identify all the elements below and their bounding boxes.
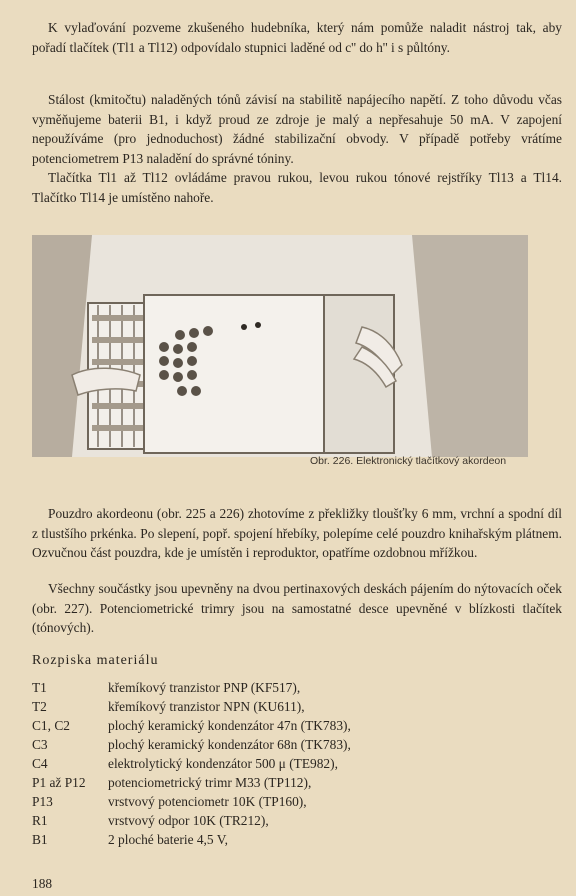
material-item <box>32 830 552 849</box>
material-item <box>32 792 552 811</box>
material-desc: potenciometrický trimr M33 (TP112), <box>108 775 312 790</box>
material-desc: 2 ploché baterie 4,5 V, <box>108 832 228 847</box>
materials-title: Rozpiska materiálu <box>32 653 159 668</box>
material-desc: vrstvový odpor 10K (TR212), <box>108 813 269 828</box>
material-code: B1 <box>32 832 48 847</box>
paragraph-text: Stálost (kmitočtu) naladěných tónů závisí na stabilitě napájecího napětí. Z toho důvodu včas vyměňujeme baterii B1, i když proud ze zdroje je malý a nepřesahuje 50 mA. V zapojení nepoužíváme (pro jednoduchost) žádné stabilizační obvody. V případě potřeby vrátíme potenciometrem P13 naladění do správné tóniny. <box>32 92 562 166</box>
material-item <box>32 678 552 697</box>
paragraph-stability <box>32 90 562 168</box>
paragraph-components <box>32 579 562 638</box>
paragraph-buttons <box>32 168 562 207</box>
material-item <box>32 811 552 830</box>
material-code: R1 <box>32 813 48 828</box>
paragraph-housing <box>32 504 562 563</box>
figure-caption: Obr. 226. Elektronický tlačítkový akordeon <box>310 455 507 467</box>
material-desc: křemíkový tranzistor PNP (KF517), <box>108 680 301 695</box>
material-code: T1 <box>32 680 47 695</box>
material-item <box>32 716 552 735</box>
material-item <box>32 697 552 716</box>
material-code: P13 <box>32 794 53 809</box>
paragraph-text: Tlačítka Tl1 až Tl12 ovládáme pravou rukou, levou rukou tónové rejstříky Tl13 a Tl14. Tlačítko Tl14 je umístěno nahoře. <box>32 170 562 205</box>
paragraph-tuning <box>32 18 562 57</box>
material-desc: plochý keramický kondenzátor 47n (TK783), <box>108 718 351 733</box>
material-code: C1, C2 <box>32 718 70 733</box>
material-item <box>32 735 552 754</box>
paragraph-text: K vylaďování pozveme zkušeného hudebníka, který nám pomůže naladit nástroj tak, aby pořadí tlačítek (Tl1 a Tl12) odpovídalo stupnici laděné od c'' do h'' i s půltóny. <box>32 20 562 55</box>
paragraph-text: Pouzdro akordeonu (obr. 225 a 226) zhotovíme z překližky tloušťky 6 mm, vrchní a spodní díl z tlustšího prkénka. Po slepení, popř. spojení hřebíky, polepíme celé pouzdro knihařským plátnem. Ozvučnou část pouzdra, kde je umístěn i reproduktor, opatříme ozdobnou mřížkou. <box>32 506 562 560</box>
paragraph-text: Všechny součástky jsou upevněny na dvou pertinaxových deskách pájením do nýtovacích oček (obr. 227). Potenciometrické trimry jsou na samostatné desce upevněné v blízkosti tlačítek (tónových). <box>32 581 562 635</box>
material-desc: křemíkový tranzistor NPN (KU611), <box>108 699 305 714</box>
materials-list <box>32 678 552 849</box>
material-code: C4 <box>32 756 48 771</box>
material-desc: plochý keramický kondenzátor 68n (TK783), <box>108 737 351 752</box>
material-desc: elektrolytický kondenzátor 500 μ (TE982), <box>108 756 338 771</box>
material-code: T2 <box>32 699 47 714</box>
material-item <box>32 773 552 792</box>
page-number: 188 <box>32 876 53 891</box>
material-code: C3 <box>32 737 48 752</box>
accordion-photo <box>32 235 528 457</box>
material-code: P1 až P12 <box>32 775 86 790</box>
material-desc: vrstvový potenciometr 10K (TP160), <box>108 794 307 809</box>
accordion-illustration <box>32 235 528 457</box>
material-item <box>32 754 552 773</box>
